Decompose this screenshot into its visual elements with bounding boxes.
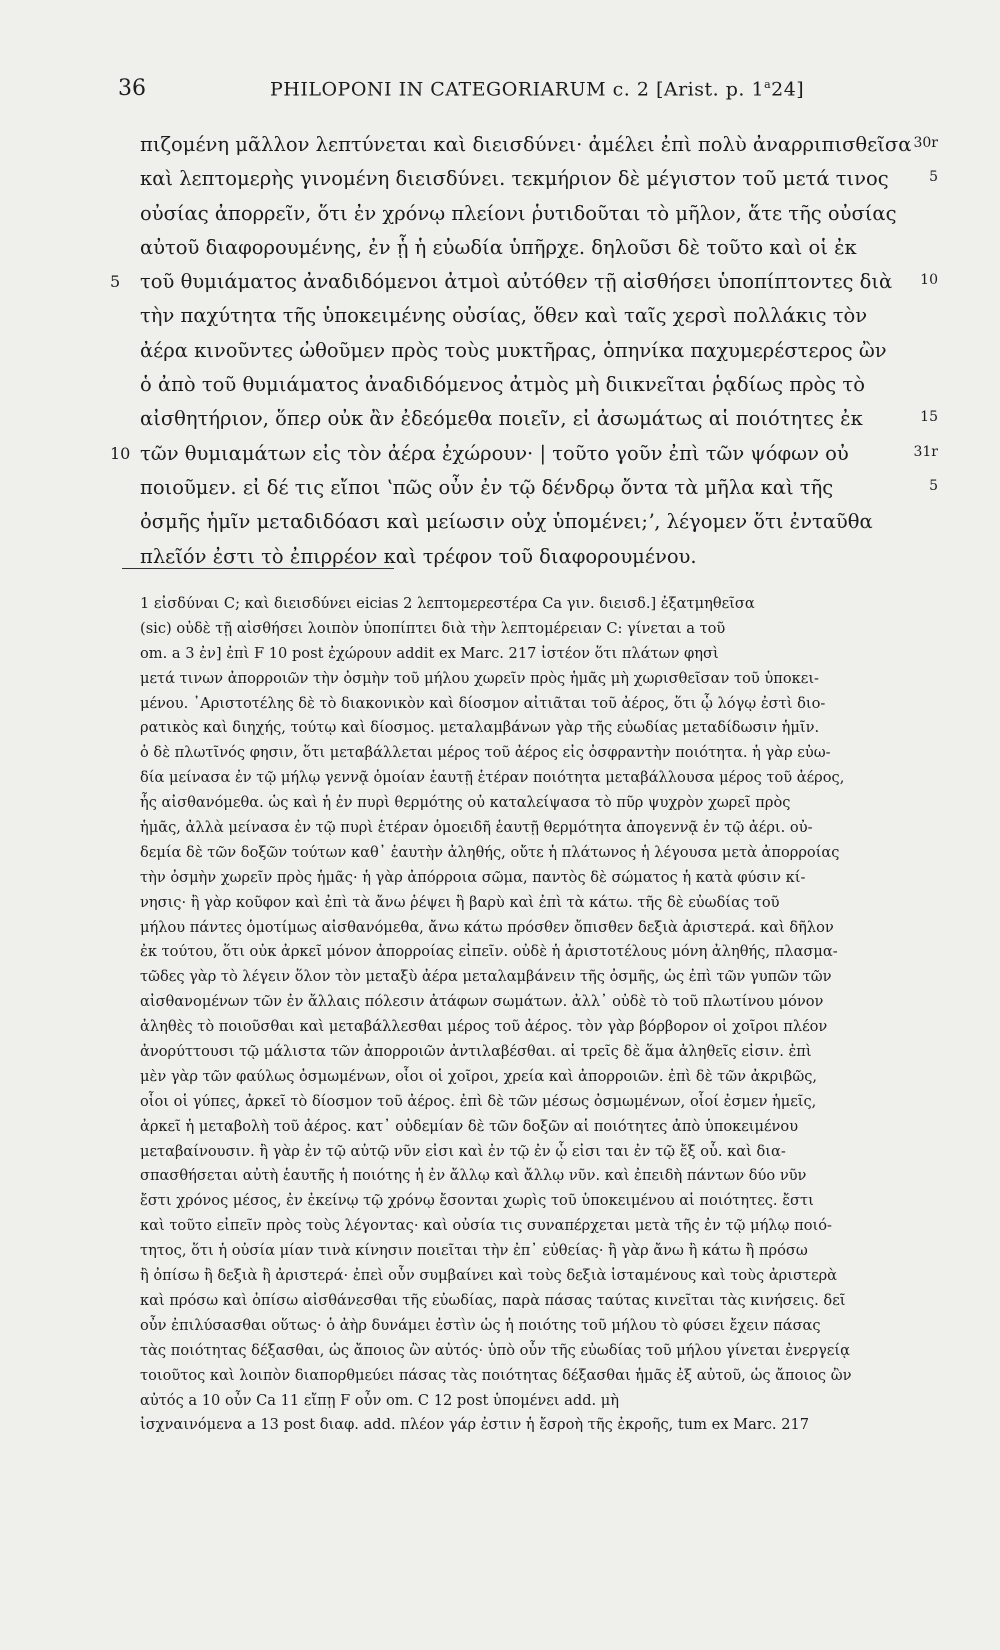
text-line	[140, 402, 938, 436]
apparatus-line: ἔστι χρόνος μέσος, ἐν ἐκείνῳ τῷ χρόνῳ ἔσονται χωρὶς τοῦ ὑποκειμένου αἱ ποιότητες. ἔστι	[140, 1192, 814, 1210]
apparatus-line: νησις· ἢ γὰρ κοῦφον καὶ ἐπὶ τὰ ἄνω ῥέψει ἢ βαρὺ καὶ ἐπὶ τὰ κάτω. τῆς δὲ εὐωδίας τοῦ	[140, 893, 780, 911]
apparatus-line: μήλου πάντες ὁμοτίμως αἰσθανόμεθα, ἄνω κάτω πρόσθεν ὄπισθεν δεξιὰ ἀριστερά. καὶ δῆλον	[140, 918, 834, 936]
line-text: καὶ λεπτομερὴς γινομένη διεισδύνει. τεκμήριον δὲ μέγιστον τοῦ μετά τινος	[140, 167, 889, 191]
apparatus-line: ὁ δὲ πλωτῖνός φησιν, ὅτι μεταβάλλεται μέρος τοῦ ἀέρος εἰς ὀσφραντὴν ποιότητα. ἡ γὰρ εὐω-	[140, 744, 831, 762]
text-line	[140, 299, 920, 333]
apparatus-line: αὐτός a 10 οὖν Ca 11 εἴπῃ F οὖν om. C 12 post ὑπομένει add. μὴ	[140, 1391, 620, 1409]
text-line	[140, 334, 920, 368]
apparatus-line: οἷοι οἱ γύπες, ἀρκεῖ τὸ δίοσμον τοῦ ἀέρος. ἐπὶ δὲ τῶν μέσως ὀσμωμένων, οἷοί ἐσμεν ἡμεῖς,	[140, 1092, 817, 1110]
line-text: τὴν παχύτητα τῆς ὑποκειμένης οὐσίας, ὅθεν καὶ ταῖς χερσὶ πολλάκις τὸν	[140, 304, 868, 328]
critical-apparatus	[140, 592, 936, 1438]
apparatus-line: τὴν ὀσμὴν χωρεῖν πρὸς ἡμᾶς· ἡ γὰρ ἀπόρροια σῶμα, παντὸς δὲ σώματος ἡ κατὰ φύσιν κί-	[140, 868, 806, 886]
running-head-end: 24]	[771, 78, 805, 101]
page-header	[118, 72, 948, 106]
running-head-superscript: a	[764, 78, 772, 91]
text-line	[140, 128, 938, 162]
apparatus-line: ἀρκεῖ ἡ μεταβολὴ τοῦ ἀέρος. κατ᾿ οὐδεμίαν δὲ τῶν δοξῶν αἱ ποιότητες ἀπὸ ὑποκειμένου	[140, 1117, 799, 1135]
apparatus-line: δία μείνασα ἐν τῷ μήλῳ γεννᾷ ὁμοίαν ἑαυτῇ ἑτέραν ποιότητα μεταβάλλουσα μέρος τοῦ ἀέρος,	[140, 769, 845, 787]
line-text: ποιοῦμεν. εἰ δέ τις εἴποι ʽπῶς οὖν ἐν τῷ δένδρῳ ὄντα τὰ μῆλα καὶ τῆς	[140, 475, 834, 499]
apparatus-line: τὰς ποιότητας δέξασθαι, ὡς ἄποιος ὢν αὐτός· ὑπὸ οὖν τῆς εὐωδίας τοῦ μήλου γίνεται ἐνεργείᾳ	[140, 1341, 850, 1359]
apparatus-line: καὶ τοῦτο εἰπεῖν πρὸς τοὺς λέγοντας· καὶ οὐσία τις συναπέρχεται μετὰ τῆς ἐν τῷ μήλῳ ποιό-	[140, 1217, 832, 1235]
apparatus-line: ρατικὸς καὶ διηχής, τούτῳ καὶ δίοσμος. μεταλαμβάνων γὰρ τῆς εὐωδίας μεταδίδωσιν ἡμῖν.	[140, 719, 820, 737]
line-text: οὐσίας ἀπορρεῖν, ὅτι ἐν χρόνῳ πλείονι ῥυτιδοῦται τὸ μῆλον, ἅτε τῆς οὐσίας	[140, 201, 897, 225]
apparatus-line: ἰσχναινόμενα a 13 post διαφ. add. πλέον γάρ ἐστιν ἡ ἔσροὴ τῆς ἐκροῆς, tum ex Marc. 217	[140, 1416, 810, 1434]
line-text: ὀσμῆς ἡμῖν μεταδιδόασι καὶ μείωσιν οὐχ ὑπομένει;ʼ, λέγομεν ὅτι ἐνταῦθα	[140, 510, 873, 534]
text-line	[110, 437, 938, 471]
running-head	[270, 78, 804, 100]
text-line	[140, 505, 920, 539]
line-number: 5	[110, 272, 121, 292]
line-text: αἰσθητήριον, ὅπερ οὐκ ἂν ἐδεόμεθα ποιεῖν, εἰ ἀσωμάτως αἱ ποιότητες ἐκ	[140, 407, 863, 431]
line-text: αὐτοῦ διαφορουμένης, ἐν ᾗ ἡ εὐωδία ὑπῆρχε. δηλοῦσι δὲ τοῦτο καὶ οἱ ἐκ	[140, 235, 857, 259]
text-line	[140, 471, 938, 505]
line-text: πιζομένη μᾶλλον λεπτύνεται καὶ διεισδύνει· ἀμέλει ἐπὶ πολὺ ἀναρριπισθεῖσα	[140, 133, 912, 156]
line-text: τοῦ θυμιάματος ἀναδιδόμενοι ἀτμοὶ αὐτόθεν τῇ αἰσθήσει ὑποπίπτοντες διὰ	[140, 270, 893, 294]
apparatus-line: τῶδες γὰρ τὸ λέγειν ὅλον τὸν μεταξὺ ἀέρα μεταλαμβάνειν τῆς ὀσμῆς, ὡς ἐπὶ τῶν γυπῶν τῶν	[140, 968, 832, 986]
margin-reference: 10	[920, 272, 938, 289]
apparatus-line: om. a 3 ἐν] ἐπὶ F 10 post ἐχώρουν addit ex Marc. 217 ἰστέον ὅτι πλάτων φησὶ	[140, 644, 719, 662]
apparatus-line: αἰσθανομένων τῶν ἐν ἄλλαις πόλεσιν ἀτάφων σωμάτων. ἀλλ᾿ οὐδὲ τὸ τοῦ πλωτίνου μόνον	[140, 993, 824, 1011]
line-text: τῶν θυμιαμάτων εἰς τὸν ἀέρα ἐχώρουν· | τοῦτο γοῦν ἐπὶ τῶν ψόφων οὐ	[140, 441, 849, 465]
margin-reference: 30r	[913, 135, 938, 151]
page-number: 36	[118, 76, 146, 101]
line-text: ὁ ἀπὸ τοῦ θυμιάματος ἀναδιδόμενος ἀτμὸς μὴ διικνεῖται ῥᾳδίως πρὸς τὸ	[140, 373, 865, 397]
apparatus-line: ἢ ὀπίσω ἢ δεξιὰ ἢ ἀριστερά· ἐπεὶ οὖν συμβαίνει καὶ τοὺς δεξιὰ ἱσταμένους καὶ τοὺς ἀριστερὰ	[140, 1267, 838, 1285]
apparatus-line: οὖν ἐπιλύσασθαι οὕτως· ὁ ἀὴρ δυνάμει ἐστὶν ὡς ἡ ποιότης τοῦ μήλου τὸ φύσει ἔχειν πάσας	[140, 1316, 821, 1334]
running-head-text: PHILOPONI IN CATEGORIARUM c. 2 [Arist. p. 1	[270, 78, 765, 101]
apparatus-line: ἐκ τούτου, ὅτι οὐκ ἀρκεῖ μόνον ἀπορροίας εἰπεῖν. οὐδὲ ἡ ἀριστοτέλους μόνη ἀληθής, πλασμα-	[140, 943, 838, 961]
text-line	[110, 265, 938, 299]
apparatus-line: καὶ πρόσω καὶ ὀπίσω αἰσθάνεσθαι τῆς εὐωδίας, παρὰ πάσας ταύτας κινεῖται τὰς κινήσεις. δεῖ	[140, 1291, 846, 1309]
footnote-divider	[122, 568, 394, 569]
line-text: ἀέρα κινοῦντες ὠθοῦμεν πρὸς τοὺς μυκτῆρας, ὁπηνίκα παχυμερέστερος ὢν	[140, 338, 887, 362]
apparatus-line: τοιοῦτος καὶ λοιπὸν διαπορθμεύει πάσας τὰς ποιότητας δέξασθαι ἡμᾶς ἐξ αὐτοῦ, ὡς ἄποιος ὢν	[140, 1366, 852, 1384]
apparatus-line: δεμία δὲ τῶν δοξῶν τούτων καθ᾿ ἑαυτὴν ἀληθής, οὔτε ἡ πλάτωνος ἡ λέγουσα μετὰ ἀπορροίας	[140, 843, 840, 861]
apparatus-line: ἀνορύττουσι τῷ μάλιστα τῶν ἀπορροιῶν ἀντιλαβέσθαι. αἱ τρεῖς δὲ ἅμα ἀληθεῖς εἰσιν. ἐπὶ	[140, 1043, 812, 1061]
apparatus-line: μὲν γὰρ τῶν φαύλως ὀσμωμένων, οἷοι οἱ χοῖροι, χρεία καὶ ἀπορροιῶν. ἐπὶ δὲ τῶν ἀκριβῶς,	[140, 1067, 818, 1085]
apparatus-line: ἀληθὲς τὸ ποιοῦσθαι καὶ μεταβάλλεσθαι μέρος τοῦ ἀέρος. τὸν γὰρ βόρβορον οἱ χοῖροι πλέον	[140, 1018, 828, 1036]
text-line	[140, 231, 920, 265]
apparatus-line: τητος, ὅτι ἡ οὐσία μίαν τινὰ κίνησιν ποιεῖται τὴν ἐπ᾿ εὐθείας· ἢ γὰρ ἄνω ἢ κάτω ἢ πρόσω	[140, 1242, 808, 1260]
apparatus-line: ἡμᾶς, ἀλλὰ μείνασα ἐν τῷ πυρὶ ἑτέραν ὁμοειδῆ ἑαυτῇ θερμότητα ἀπογεννᾷ ἐν τῷ ἀέρι. οὐ-	[140, 819, 813, 837]
main-text	[110, 128, 938, 574]
line-text: πλεῖόν ἐστι τὸ ἐπιρρέον καὶ τρέφον τοῦ διαφορουμένου.	[140, 544, 697, 568]
margin-reference: 31r	[913, 443, 938, 460]
margin-reference: 5	[929, 477, 938, 494]
apparatus-line: (sic) οὐδὲ τῇ αἰσθήσει λοιπὸν ὑποπίπτει διὰ τὴν λεπτομέρειαν C: γίνεται a τοῦ	[140, 619, 726, 637]
margin-reference: 5	[929, 169, 938, 186]
apparatus-line: μεταβαίνουσιν. ἢ γὰρ ἐν τῷ αὐτῷ νῦν εἰσι καὶ ἐν τῷ ἐν ᾧ εἰσι ται ἐν τῷ ἔξ οὗ. καὶ δια-	[140, 1142, 786, 1160]
text-line	[140, 368, 920, 402]
line-number: 10	[110, 443, 131, 463]
apparatus-line: 1 εἰσδύναι C; καὶ διεισδύνει eicias 2 λεπτομερεστέρα Ca γιν. διεισδ.] ἐξατμηθεῖσα	[140, 595, 755, 612]
text-line	[140, 197, 920, 231]
margin-reference: 15	[920, 409, 938, 426]
apparatus-line: μετά τινων ἀπορροιῶν τὴν ὀσμὴν τοῦ μήλου χωρεῖν πρὸς ἡμᾶς μὴ χωρισθεῖσαν τοῦ ὑποκει-	[140, 669, 819, 687]
apparatus-line: μένου. ᾿Αριστοτέλης δὲ τὸ διακονικὸν καὶ δίοσμον αἰτιᾶται τοῦ ἀέρος, ὅτι ᾧ λόγῳ ἐστὶ διο-	[140, 694, 826, 712]
apparatus-line: σπασθήσεται αὐτὴ ἑαυτῆς ἡ ποιότης ἡ ἐν ἄλλῳ καὶ ἄλλῳ νῦν. καὶ ἐπειδὴ πάντων δύο νῦν	[140, 1167, 807, 1185]
apparatus-line: ἧς αἰσθανόμεθα. ὡς καὶ ἡ ἐν πυρὶ θερμότης οὐ καταλείψασα τὸ πῦρ ψυχρὸν χωρεῖ πρὸς	[140, 794, 791, 812]
text-line	[140, 162, 938, 196]
